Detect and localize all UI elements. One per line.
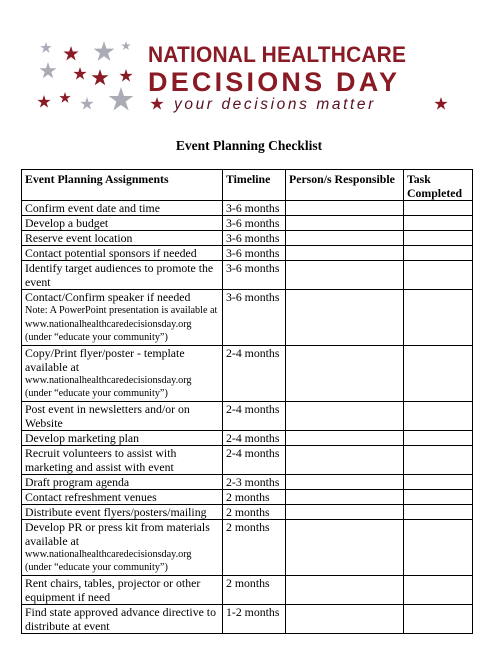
timeline-cell: 2-4 months [223, 345, 286, 401]
task-cell [22, 430, 223, 445]
table-row [22, 345, 473, 401]
star-icon [150, 97, 164, 111]
completed-cell[interactable] [404, 290, 473, 346]
task-cell [22, 290, 223, 346]
responsible-cell[interactable] [286, 201, 404, 216]
task-label: Post event in newsletters and/or on Website [25, 401, 190, 430]
completed-cell[interactable] [404, 345, 473, 401]
table-row [22, 604, 473, 633]
timeline-cell: 3-6 months [223, 290, 286, 346]
column-header-timeline: Timeline [223, 170, 286, 201]
task-label: Develop PR or press kit from materials available at [25, 519, 210, 548]
responsible-cell[interactable] [286, 246, 404, 261]
table-row [22, 246, 473, 261]
task-label: Contact/Confirm speaker if needed [25, 290, 191, 304]
timeline-cell: 3-6 months [223, 261, 286, 290]
table-row [22, 290, 473, 346]
page-title: Event Planning Checklist [175, 138, 323, 153]
checklist-table [21, 169, 473, 634]
tagline: your decisions matter [174, 96, 376, 113]
timeline-cell: 3-6 months [223, 216, 286, 231]
timeline-cell: 2 months [223, 575, 286, 604]
task-label: Find state approved advance directive to distribute at event [25, 604, 216, 633]
responsible-cell[interactable] [286, 575, 404, 604]
responsible-cell[interactable] [286, 231, 404, 246]
table-row [22, 401, 473, 430]
table-row [22, 216, 473, 231]
completed-cell[interactable] [404, 504, 473, 519]
completed-cell[interactable] [404, 216, 473, 231]
task-cell [22, 261, 223, 290]
task-cell [22, 489, 223, 504]
responsible-cell[interactable] [286, 216, 404, 231]
table-header-row [22, 170, 473, 201]
responsible-cell[interactable] [286, 401, 404, 430]
table-row [22, 474, 473, 489]
task-note: www.nationalhealthcaredecisionsday.org (under “educate your community”) [25, 548, 192, 573]
timeline-cell: 2-4 months [223, 401, 286, 430]
timeline-cell: 3-6 months [223, 246, 286, 261]
completed-cell[interactable] [404, 604, 473, 633]
completed-cell[interactable] [404, 201, 473, 216]
responsible-cell[interactable] [286, 261, 404, 290]
completed-cell[interactable] [404, 261, 473, 290]
task-cell [22, 201, 223, 216]
table-row [22, 231, 473, 246]
task-label: Develop marketing plan [25, 430, 140, 445]
task-label: Draft program agenda [25, 474, 130, 489]
task-cell [22, 445, 223, 474]
timeline-cell: 2-3 months [223, 474, 286, 489]
table-row [22, 504, 473, 519]
tagline-row [150, 95, 448, 115]
task-cell [22, 345, 223, 401]
completed-cell[interactable] [404, 231, 473, 246]
timeline-cell: 2 months [223, 489, 286, 504]
task-cell [22, 575, 223, 604]
responsible-cell[interactable] [286, 489, 404, 504]
table-row [22, 575, 473, 604]
completed-cell[interactable] [404, 575, 473, 604]
brand-line-1: NATIONAL HEALTHCARE [148, 42, 407, 67]
table-row [22, 430, 473, 445]
timeline-cell: 3-6 months [223, 231, 286, 246]
task-label: Recruit volunteers to assist with marketing and assist with event [25, 445, 177, 474]
task-label: Contact refreshment venues [25, 489, 157, 504]
task-cell [22, 216, 223, 231]
star-icon [434, 97, 448, 111]
responsible-cell[interactable] [286, 474, 404, 489]
responsible-cell[interactable] [286, 504, 404, 519]
timeline-cell: 2-4 months [223, 445, 286, 474]
completed-cell[interactable] [404, 246, 473, 261]
timeline-cell: 1-2 months [223, 604, 286, 633]
responsible-cell[interactable] [286, 345, 404, 401]
task-cell [22, 401, 223, 430]
banner [34, 34, 448, 120]
completed-cell[interactable] [404, 519, 473, 575]
completed-cell[interactable] [404, 489, 473, 504]
responsible-cell[interactable] [286, 290, 404, 346]
task-label: Confirm event date and time [25, 201, 160, 215]
timeline-cell: 3-6 months [223, 201, 286, 216]
timeline-cell: 2 months [223, 504, 286, 519]
column-header-responsible: Person/s Responsible [286, 170, 404, 201]
brand-line-2: DECISIONS DAY [148, 67, 401, 97]
task-cell [22, 504, 223, 519]
task-label: Rent chairs, tables, projector or other equipment if need [25, 575, 201, 604]
task-cell [22, 519, 223, 575]
completed-cell[interactable] [404, 445, 473, 474]
responsible-cell[interactable] [286, 430, 404, 445]
responsible-cell[interactable] [286, 519, 404, 575]
column-header-assignments: Event Planning Assignments [22, 170, 223, 201]
task-label: Identify target audiences to promote the event [25, 261, 214, 289]
timeline-cell: 2-4 months [223, 430, 286, 445]
timeline-cell: 2 months [223, 519, 286, 575]
task-cell [22, 231, 223, 246]
task-cell [22, 604, 223, 633]
table-row [22, 261, 473, 290]
table-row [22, 201, 473, 216]
task-cell [22, 246, 223, 261]
completed-cell[interactable] [404, 430, 473, 445]
task-cell [22, 474, 223, 489]
column-header-completed: Task Completed [404, 170, 473, 201]
task-label: Contact potential sponsors if needed [25, 246, 197, 260]
completed-cell[interactable] [404, 401, 473, 430]
task-label: Reserve event location [25, 231, 133, 245]
task-label: Copy/Print flyer/poster - template available at [25, 345, 185, 374]
table-row [22, 445, 473, 474]
completed-cell[interactable] [404, 474, 473, 489]
table-row [22, 519, 473, 575]
task-label: Distribute event flyers/posters/mailing [25, 504, 207, 519]
stars-cluster-icon [34, 34, 146, 120]
task-note: Note: A PowerPoint presentation is available at www.nationalhealthcaredecisionsday.org (under “educate your community”) [25, 305, 218, 343]
task-note: www.nationalhealthcaredecisionsday.org (under “educate your community”) [25, 374, 192, 399]
responsible-cell[interactable] [286, 604, 404, 633]
responsible-cell[interactable] [286, 445, 404, 474]
task-label: Develop a budget [25, 216, 109, 230]
table-row [22, 489, 473, 504]
